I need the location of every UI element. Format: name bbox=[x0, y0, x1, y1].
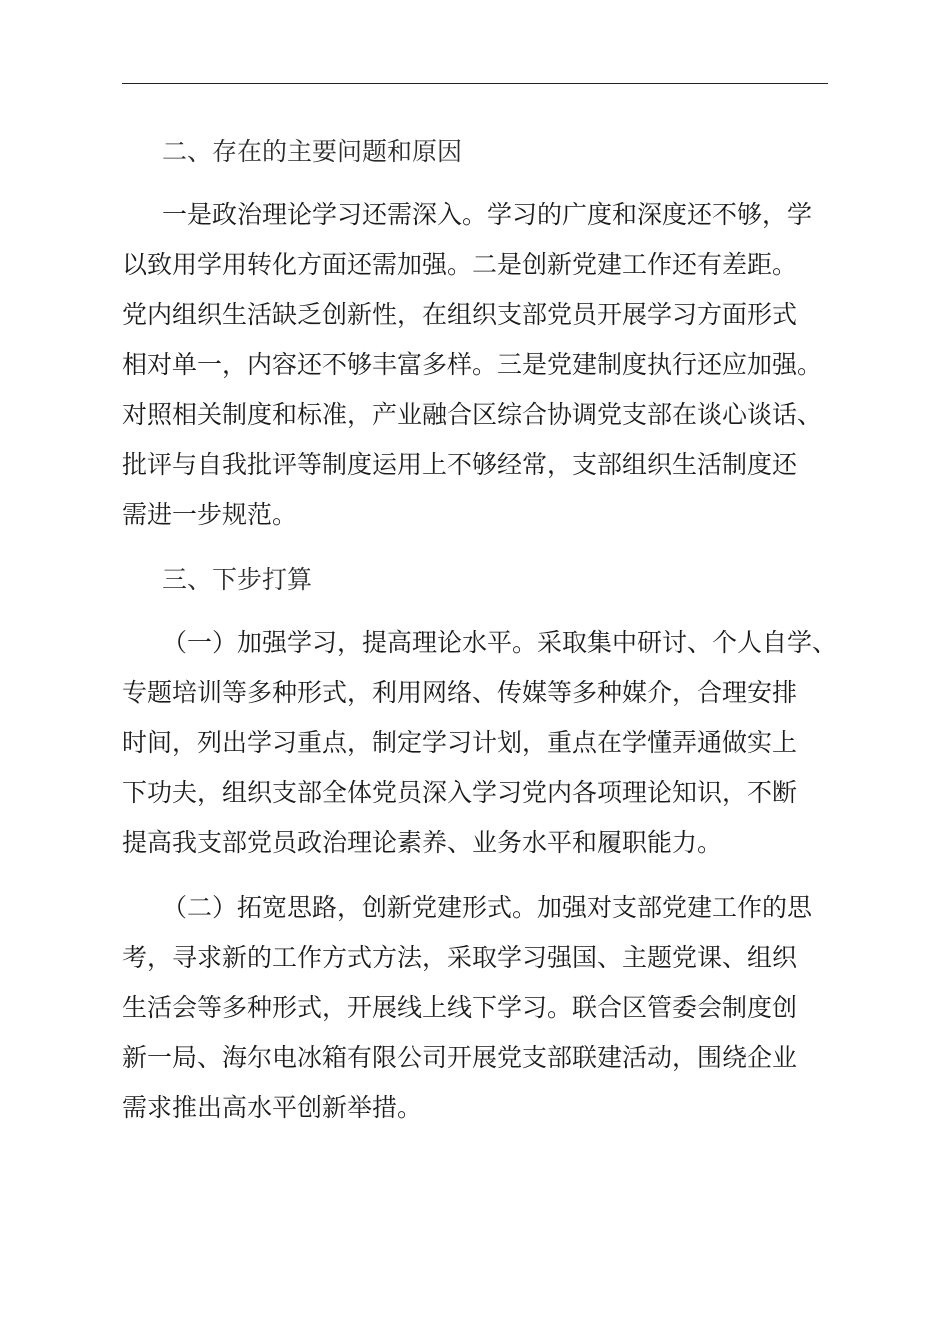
paragraph-line: 时间，列出学习重点，制定学习计划，重点在学懂弄通做实上 bbox=[122, 728, 798, 757]
paragraph-next-steps-1 bbox=[122, 618, 838, 868]
paragraph-line: （二）拓宽思路，创新党建形式。加强对支部党建工作的思 bbox=[162, 893, 813, 922]
paragraph-line: 以致用学用转化方面还需加强。二是创新党建工作还有差距。 bbox=[122, 250, 798, 279]
paragraph-line: 考，寻求新的工作方式方法，采取学习强国、主题党课、组织 bbox=[122, 943, 798, 972]
paragraph-line: 一是政治理论学习还需深入。学习的广度和深度还不够，学 bbox=[162, 200, 813, 229]
paragraph-line: 需进一步规范。 bbox=[122, 500, 298, 529]
paragraph-line: （一）加强学习，提高理论水平。采取集中研讨、个人自学、 bbox=[162, 628, 838, 657]
paragraph-line: 批评与自我批评等制度运用上不够经常，支部组织生活制度还 bbox=[122, 450, 798, 479]
paragraph-line: 新一局、海尔电冰箱有限公司开展党支部联建活动，围绕企业 bbox=[122, 1043, 798, 1072]
paragraph-line: 需求推出高水平创新举措。 bbox=[122, 1093, 423, 1122]
header-rule bbox=[122, 83, 828, 84]
paragraph-line: 专题培训等多种形式，利用网络、传媒等多种媒介，合理安排 bbox=[122, 678, 798, 707]
paragraph-line: 相对单一，内容还不够丰富多样。三是党建制度执行还应加强。 bbox=[122, 350, 823, 379]
paragraph-line: 生活会等多种形式，开展线上线下学习。联合区管委会制度创 bbox=[122, 993, 798, 1022]
paragraph-line: 下功夫，组织支部全体党员深入学习党内各项理论知识，不断 bbox=[122, 778, 798, 807]
paragraph-line: 提高我支部党员政治理论素养、业务水平和履职能力。 bbox=[122, 828, 723, 857]
paragraph-line: 对照相关制度和标准，产业融合区综合协调党支部在谈心谈话、 bbox=[122, 400, 823, 429]
section-heading-problems: 二、存在的主要问题和原因 bbox=[162, 137, 463, 166]
document-body bbox=[122, 127, 838, 1133]
section-heading-next-steps: 三、下步打算 bbox=[162, 565, 313, 594]
paragraph-problems bbox=[122, 190, 830, 540]
paragraph-next-steps-2 bbox=[122, 883, 830, 1133]
paragraph-line: 党内组织生活缺乏创新性，在组织支部党员开展学习方面形式 bbox=[122, 300, 798, 329]
